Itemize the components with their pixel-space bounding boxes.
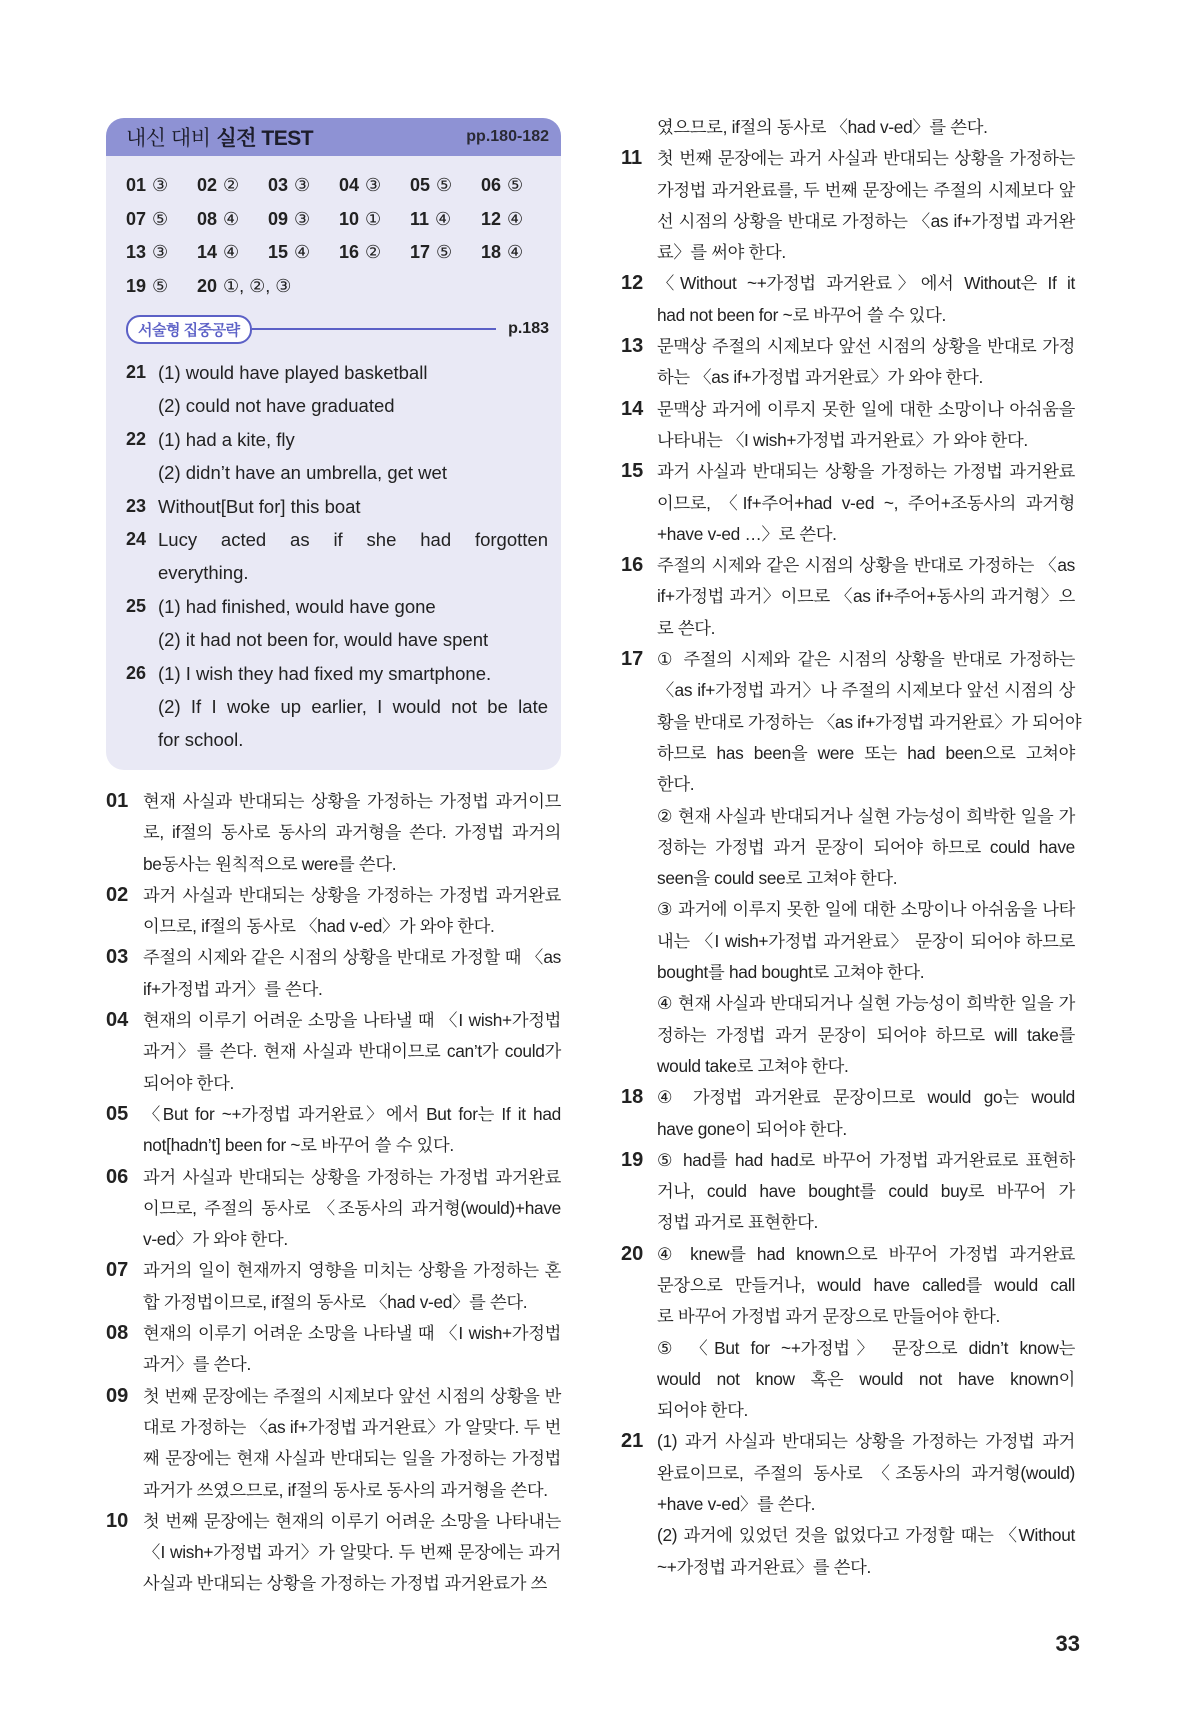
text-line: 〈Without ~+가정법 과거완료〉에서 Without은 If it [657, 273, 1075, 294]
text-line: (1) I wish they had fixed my smartphone. [158, 662, 492, 684]
text-line: 였으므로, if절의 동사로 〈had v-ed〉를 쓴다. [657, 117, 988, 137]
answer-number: 16 [339, 242, 360, 262]
explanation-item [106, 1162, 561, 1256]
answer-choice: ④ [223, 208, 240, 229]
text-line: 과거〉를 쓴다. 현재 사실과 반대이므로 can’t가 could가 [143, 1041, 561, 1062]
answer-choice: ⑤ [436, 175, 453, 195]
explanation-item [106, 1005, 561, 1099]
answer-cell [268, 208, 339, 230]
answer-choice: ③ [294, 208, 311, 229]
item-number: 23 [126, 495, 147, 516]
answer-number: 18 [481, 242, 502, 262]
item-number: 13 [621, 335, 644, 358]
text-line: (2) could not have graduated [158, 395, 395, 417]
explanation-item [621, 1426, 1075, 1582]
text-line: have gone이 되어야 한다. [657, 1118, 847, 1139]
answer-cell [126, 275, 197, 297]
answer-choice: ④ [223, 242, 240, 262]
item-number: 21 [126, 362, 147, 382]
text-line: for school. [158, 729, 244, 751]
item-number: 11 [621, 147, 643, 170]
text-line: 선 시점의 상황을 반대로 가정하는 〈as if+가정법 과거완 [657, 210, 1075, 231]
answer-choice: ③ [152, 242, 169, 262]
answer-cell [481, 208, 552, 230]
text-line: (2) 과거에 있었던 것을 없었다고 가정할 때는 〈Without [657, 1525, 1075, 1546]
item-number: 03 [106, 946, 129, 969]
text-line: 정하는 가정법 과거 문장이 되어야 하므로 could have [657, 836, 1075, 857]
answer-number: 10 [339, 208, 360, 229]
text-line: 과거 사실과 반대되는 상황을 가정하는 가정법 과거완료 [143, 1166, 561, 1187]
answer-cell [339, 208, 410, 230]
text-line: 문맥상 과거에 이루지 못한 일에 대한 소망이나 아쉬움을 [657, 398, 1075, 419]
text-line: 나타내는 〈I wish+가정법 과거완료〉가 와야 한다. [657, 429, 1028, 450]
item-number: 14 [621, 397, 644, 420]
text-line: 〈as if+가정법 과거〉나 주절의 시제보다 앞선 시점의 상 [657, 680, 1075, 701]
explanation-item [106, 1381, 561, 1506]
explanation-item [621, 644, 1082, 1082]
text-line: 〈But for ~+가정법 과거완료〉에서 But for는 If it had [143, 1103, 561, 1124]
explanation-item [621, 331, 1075, 394]
explanation-item [621, 112, 1075, 143]
text-line: 정하는 가정법 과거 문장이 되어야 하므로 will take를 [657, 1024, 1075, 1045]
item-number: 20 [621, 1242, 644, 1265]
item-number: 17 [621, 648, 644, 671]
section-pages: pp.180-182 [466, 128, 549, 145]
answer-number: 14 [197, 242, 218, 262]
text-line: +have v-ed …〉로 쓴다. [657, 523, 837, 544]
answer-key-header [106, 118, 561, 156]
text-line: 로 쓴다. [657, 617, 716, 638]
answer-choice: ⑤ [507, 175, 524, 195]
text-line: (1) had a kite, fly [158, 428, 295, 450]
text-line: 거나, could have bought를 could buy로 바꾸어 가 [657, 1181, 1075, 1202]
item-number: 18 [621, 1086, 644, 1109]
item-number: 05 [106, 1102, 129, 1125]
text-line: 현재의 이루기 어려운 소망을 나타낼 때 〈I wish+가정법 [143, 1010, 561, 1031]
text-line: 하므로 has been을 were 또는 had been으로 고쳐야 [657, 742, 1075, 763]
answer-choice: ② [365, 242, 382, 262]
answer-cell [268, 241, 339, 263]
answer-choice: ①, ②, ③ [223, 275, 292, 296]
text-line: ⑤ 〈But for ~+가정법〉 문장으로 didn’t know는 [657, 1337, 1075, 1358]
explanation-item [106, 1506, 561, 1600]
answer-number: 07 [126, 208, 147, 229]
explanation-item [126, 523, 548, 590]
answer-cell [197, 208, 268, 230]
explanation-item [106, 1318, 561, 1381]
title-bold: 실전 TEST [216, 127, 314, 150]
answer-choice: ③ [152, 175, 169, 195]
answer-choice: ③ [365, 175, 382, 195]
text-line: 가정법 과거완료를, 두 번째 문장에는 주절의 시제보다 앞 [657, 179, 1075, 200]
answer-number: 20 [197, 275, 218, 296]
explanation-item [621, 1145, 1075, 1239]
answer-cell [197, 275, 292, 297]
answer-grid [126, 174, 552, 297]
item-number: 21 [621, 1430, 644, 1453]
text-line: had not been for ~로 바꾸어 쓸 수 있다. [657, 304, 947, 325]
item-number: 01 [106, 790, 129, 812]
text-line: 과거의 일이 현재까지 영향을 미치는 상황을 가정하는 혼 [143, 1260, 561, 1281]
answer-cell [339, 174, 410, 196]
answer-choice: ⑤ [152, 208, 169, 229]
explanation-item [106, 1255, 561, 1318]
item-number: 12 [621, 272, 644, 295]
answer-number: 13 [126, 242, 147, 262]
explanation-item [621, 394, 1075, 457]
answer-number: 03 [268, 175, 289, 195]
explanation-item [126, 590, 548, 657]
text-line: (1) had finished, would have gone [158, 595, 436, 617]
item-number: 24 [126, 528, 147, 549]
item-number: 07 [106, 1259, 129, 1282]
text-line: 합 가정법이므로, if절의 동사로 〈had v-ed〉를 쓴다. [143, 1291, 528, 1312]
answer-key-box [106, 118, 561, 770]
explanations-left-column [106, 786, 561, 1600]
text-line: 첫 번째 문장에는 과거 사실과 반대되는 상황을 가정하는 [657, 148, 1075, 169]
text-line: 정법 과거로 표현한다. [657, 1212, 819, 1233]
answer-number: 06 [481, 175, 502, 195]
text-line: ④ 현재 사실과 반대되거나 실현 가능성이 희박한 일을 가 [657, 993, 1075, 1014]
text-line: 황을 반대로 가정하는 〈as if+가정법 과거완료〉가 되어야 [657, 711, 1082, 732]
explanation-item [126, 490, 548, 523]
item-number: 26 [126, 662, 147, 683]
text-line: 과거〉를 쓴다. [143, 1354, 251, 1375]
subsection-label: 서술형 집중공략 [126, 315, 252, 344]
answer-cell [410, 241, 481, 263]
text-line: 되어야 한다. [143, 1072, 234, 1093]
text-line: 문맥상 주절의 시제보다 앞선 시점의 상황을 반대로 가정 [657, 336, 1075, 357]
text-line: 이므로, 〈If+주어+had v-ed ~, 주어+조동사의 과거형 [657, 492, 1075, 513]
text-line: (2) it had not been for, would have spent [158, 629, 489, 651]
text-line: 한다. [657, 774, 695, 795]
text-line: 료〉를 써야 한다. [657, 242, 786, 263]
answer-number: 05 [410, 175, 431, 195]
answer-choice: ③ [294, 175, 311, 195]
answer-choice: ④ [435, 208, 452, 229]
text-line: 과거 사실과 반대되는 상황을 가정하는 가정법 과거완료 [657, 461, 1075, 482]
answer-number: 11 [410, 208, 430, 229]
answer-cell [481, 241, 552, 263]
text-line: +have v-ed〉를 쓴다. [657, 1494, 816, 1515]
answer-cell [339, 241, 410, 263]
text-line: 사실과 반대되는 상황을 가정하는 가정법 과거완료가 쓰 [143, 1573, 548, 1594]
text-line: v-ed〉가 와야 한다. [143, 1229, 288, 1250]
explanation-item [621, 550, 1075, 644]
written-answers [126, 356, 548, 757]
text-line: 이므로, if절의 동사로 〈had v-ed〉가 와야 한다. [143, 916, 495, 937]
answer-number: 12 [481, 208, 502, 229]
answer-number: 02 [197, 175, 218, 195]
answer-number: 15 [268, 242, 289, 262]
item-number: 22 [126, 428, 147, 449]
text-line: if+가정법 과거〉를 쓴다. [143, 978, 323, 999]
explanation-item [621, 1239, 1075, 1427]
text-line: 과거 사실과 반대되는 상황을 가정하는 가정법 과거완료 [143, 884, 561, 905]
answer-number: 09 [268, 208, 289, 229]
answer-cell [410, 174, 481, 196]
explanations-right-column [621, 112, 1082, 1583]
text-line: would take로 고쳐야 한다. [657, 1055, 849, 1076]
text-line: 첫 번째 문장에는 현재의 이루기 어려운 소망을 나타내는 [143, 1510, 561, 1531]
answer-number: 08 [197, 208, 218, 229]
answer-number: 17 [410, 242, 431, 262]
text-line: 주절의 시제와 같은 시점의 상황을 반대로 가정할 때 〈as [143, 947, 561, 968]
text-line: Without[But for] this boat [158, 495, 361, 517]
explanation-item [106, 786, 561, 880]
item-number: 02 [106, 883, 129, 906]
answer-number: 04 [339, 175, 360, 195]
explanation-item [621, 268, 1075, 331]
text-line: ~+가정법 과거완료〉를 쓴다. [657, 1556, 872, 1577]
item-number: 19 [621, 1148, 644, 1171]
answer-choice: ① [365, 208, 382, 229]
text-line: be동사는 원칙적으로 were를 쓴다. [143, 853, 397, 874]
text-line: 이므로, 주절의 동사로 〈조동사의 과거형(would)+have [143, 1197, 561, 1218]
text-line: not[hadn’t] been for ~로 바꾸어 쓸 수 있다. [143, 1135, 454, 1156]
answer-cell [481, 174, 552, 196]
answer-cell [268, 174, 339, 196]
answer-choice: ④ [507, 208, 524, 229]
text-line: 내는 〈I wish+가정법 과거완료〉 문장이 되어야 하므로 [657, 930, 1075, 951]
text-line: (2) didn’t have an umbrella, get wet [158, 462, 447, 484]
page-number: 33 [1055, 1631, 1080, 1656]
answer-cell [126, 174, 197, 196]
text-line: would not know 혹은 would not have known이 [657, 1368, 1075, 1389]
item-number: 06 [106, 1165, 129, 1188]
answer-cell [197, 174, 268, 196]
text-line: 현재 사실과 반대되는 상황을 가정하는 가정법 과거이므 [143, 791, 561, 811]
text-line: 현재의 이루기 어려운 소망을 나타낼 때 〈I wish+가정법 [143, 1323, 561, 1344]
answer-cell [410, 208, 481, 230]
item-number: 04 [106, 1009, 129, 1032]
answer-number: 01 [126, 175, 147, 195]
explanation-item [126, 356, 548, 423]
text-line: 과거가 쓰였으므로, if절의 동사로 동사의 과거형을 쓴다. [143, 1479, 548, 1500]
text-line: everything. [158, 562, 249, 584]
explanation-item [621, 1082, 1075, 1145]
item-number: 10 [106, 1509, 129, 1532]
subsection-page: p.183 [508, 320, 549, 337]
text-line: bought를 had bought로 고쳐야 한다. [657, 962, 925, 983]
explanation-item [106, 942, 561, 1005]
item-number: 25 [126, 595, 147, 616]
text-line: 하는 〈as if+가정법 과거완료〉가 와야 한다. [657, 367, 983, 388]
item-number: 08 [106, 1322, 129, 1345]
explanation-item [621, 143, 1075, 268]
text-line: 로, if절의 동사로 동사의 과거형을 쓴다. 가정법 과거의 [143, 822, 561, 843]
answer-choice: ② [223, 175, 240, 195]
text-line: 로 바꾸어 가정법 과거 문장으로 만들어야 한다. [657, 1306, 1000, 1327]
answer-choice: ⑤ [152, 275, 169, 296]
text-line: (1) 과거 사실과 반대되는 상황을 가정하는 가정법 과거 [657, 1431, 1075, 1452]
text-line: 〈I wish+가정법 과거〉가 알맞다. 두 번째 문장에는 과거 [143, 1542, 561, 1563]
answer-choice: ④ [507, 242, 524, 262]
explanation-item [126, 423, 548, 490]
text-line: (1) would have played basketball [158, 362, 428, 383]
subsection-header [126, 315, 549, 343]
answer-choice: ⑤ [436, 242, 453, 262]
text-line: 완료이므로, 주절의 동사로 〈조동사의 과거형(would) [657, 1462, 1075, 1483]
answer-number: 19 [126, 275, 147, 296]
text-line: ① 주절의 시제와 같은 시점의 상황을 반대로 가정하는 [657, 649, 1075, 670]
item-number: 15 [621, 460, 644, 483]
item-number: 09 [106, 1384, 129, 1407]
text-line: ④ knew를 had known으로 바꾸어 가정법 과거완료 [657, 1243, 1075, 1264]
text-line: Lucy acted as if she had forgotten [158, 528, 548, 550]
explanation-item [126, 657, 548, 757]
divider [252, 328, 496, 330]
text-line: ② 현재 사실과 반대되거나 실현 가능성이 희박한 일을 가 [657, 805, 1075, 826]
text-line: ④ 가정법 과거완료 문장이므로 would go는 would [657, 1087, 1075, 1108]
text-line: ⑤ had를 had had로 바꾸어 가정법 과거완료로 표현하 [657, 1149, 1075, 1170]
explanation-item [106, 1099, 561, 1162]
text-line: 대로 가정하는 〈as if+가정법 과거완료〉가 알맞다. 두 번 [143, 1416, 561, 1437]
section-title [126, 122, 313, 152]
answer-choice: ④ [294, 242, 311, 262]
answer-cell [197, 241, 268, 263]
text-line: 주절의 시제와 같은 시점의 상황을 반대로 가정하는 〈as [657, 555, 1075, 576]
explanation-item [621, 456, 1075, 550]
title-light: 내신 대비 [126, 127, 211, 150]
answer-cell [126, 241, 197, 263]
text-line: ③ 과거에 이루지 못한 일에 대한 소망이나 아쉬움을 나타 [657, 899, 1075, 920]
explanation-item [106, 880, 561, 943]
text-line: 되어야 한다. [657, 1400, 748, 1421]
text-line: seen을 could see로 고쳐야 한다. [657, 868, 898, 889]
answer-cell [126, 208, 197, 230]
text-line: 째 문장에는 현재 사실과 반대되는 일을 가정하는 가정법 [143, 1448, 561, 1469]
text-line: (2) If I woke up earlier, I would not be late [158, 695, 548, 717]
text-line: 첫 번째 문장에는 주절의 시제보다 앞선 시점의 상황을 반 [143, 1385, 561, 1406]
text-line: 문장으로 만들거나, would have called를 would call [657, 1274, 1075, 1295]
item-number: 16 [621, 554, 644, 577]
text-line: if+가정법 과거〉이므로 〈as if+주어+동사의 과거형〉으 [657, 586, 1075, 607]
